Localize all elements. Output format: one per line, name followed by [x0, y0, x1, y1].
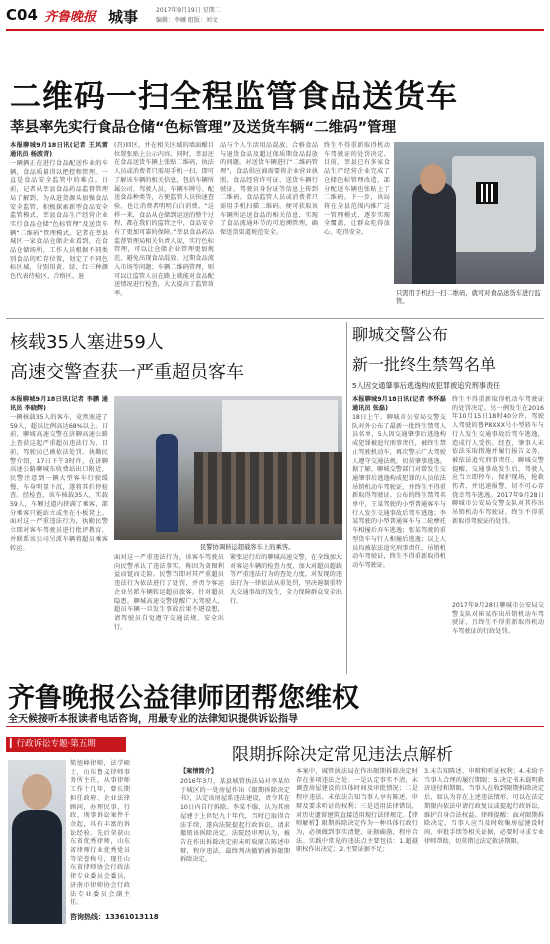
banner-subline: 全天候接听本报读者电话咨询，用最专业的法律知识提供诉讼指导	[8, 714, 298, 725]
story1-caption: 只需用手机扫一扫二维码，就可对食品送货车进行监管。	[396, 290, 541, 305]
story3-headline-2: 新一批终生禁驾名单	[352, 355, 497, 374]
section-name: 城事	[108, 8, 139, 26]
story1-subhead: 莘县率先实行食品仓储“色标管理”及送货车辆“二维码”管理	[10, 120, 397, 136]
phone-number: 13361013118	[105, 913, 159, 921]
story2-photo	[114, 396, 342, 540]
truck-shape	[452, 156, 536, 252]
story2-col1: 一辆核载35人的客车，竟然塞进了59人，超员比例高达68%以上。日前，聊城高速交警在济聊高速公路上查获这起严重超员违法行为，目前，驾驶员已被依法处罚。执勤民警介绍，17日下午3时许，在济聊高速公路聊城东收费站出口附近，民警注意到一辆大型客车行驶缓慢、车身明显下沉，遂将其拦停检查。经检查，该车核载35人，实载59人，车厢过道内挤满了乘客，部分乘客只能站立或坐在小板凳上。面对这一严重违法行为，执勤民警立即对客车驾驶员进行批评教育，并联系该公司另派车辆将超员乘客转运。	[10, 414, 108, 552]
story3-subhead: 5人因交通肇事后逃逸构成犯罪被追究刑事责任	[352, 381, 501, 390]
brand-logo: 齐鲁晚报	[44, 10, 97, 25]
vertical-divider	[346, 322, 347, 674]
story3-col2: 终生不得重新取得机动车驾驶证的处罚决定。另一例发生在2016年10月15日18时40分许，驾驶人驾驶的鲁P8XXX号小型轿车与行人发生交通事故后驾车逃逸，造成行人受伤。经查，肇事人未依法采取措施并履行报告义务，被依法追究刑事责任。聊城交警提醒，交通事故发生后，驾驶人应当立即停车，保护现场，抢救伤者，并迅速报警，切不可心存侥幸驾车逃逸。2017年9月28日聊城市公安局交警支队对其作出吊销机动车驾驶证、终生不得重新取得驾驶证的处罚。	[452, 396, 544, 525]
lawyer-head	[22, 774, 52, 810]
crowd-shape	[194, 452, 342, 524]
story1-col3: 品与个人生活用品混放、合格食品与退货食品及超过保质期食品混放的问题。对送货车辆进行“二维码管理”，食品供应商需要将企业营业执照、食品经营许可证、送货车辆行驶证、驾驶员身份证等信息上传到二维码。食品监管人员或消费者只需用手机扫描二维码，便可获取该车辆所运送食品的相关信息，实现了食品流通环节的可追溯管理，确保送货渠道规范安全。	[220, 142, 318, 237]
story1-photo	[394, 142, 544, 284]
qr-code-icon	[476, 182, 498, 204]
lawyer-suit	[12, 810, 62, 924]
phone-line	[70, 912, 166, 924]
story3-headline-1: 聊城交警公布	[352, 325, 449, 344]
editor-line: 编辑：李曦 组版：刘文	[156, 17, 218, 24]
column-col3: 3.未告知陈述、申辩和听证权利；4.未给予当事人合理的履行期限；5.决定书未载明救济途径和期限。当事人在收到限期拆除决定后，如认为存在上述违法情形，可以在法定期限内依法申请行政复议或提起行政诉讼，维护自身合法权益。律师提醒：面对限期拆除决定，当事人应当及时收集房屋建设时间、审批手续等相关证据，必要时寻求专业律师帮助，切莫错过法定救济期限。	[424, 768, 544, 845]
police-officer	[156, 434, 178, 532]
story3-col3: 2017年9月28日聊城市公安局交警支队对崔某作出吊销机动车驾驶证，且终生不得重新取得机动车驾驶证的行政处罚。	[452, 602, 544, 636]
story1-col2: (召)回区，并在相关区域的墙面醒目位置张贴上公示内容。同时，莘县还在食品送货车辆上张贴二维码，执法人员或消费者只需用手机一扫，即可了解该车辆的相关信息，包括车辆所属公司、驾驶人员、车辆车牌号、配送食品种类等，方便监管人员快速查验，也让消费者明明白白消费。“这样一来，食品从仓储到运送的整个过程，都在我们的监管之中，食品安全有了更加可靠的保障。”莘县食品药品监督管理局相关负责人说，实行色标管理，可以让仓储企业管理更加规范，避免出现食品混放、过期食品流入市场等问题；车辆二维码管理，则可以让监管人员在路上就能对食品配送情况进行检查，大大提高了监管效率。	[114, 142, 214, 297]
banner-headline: 齐鲁晚报公益律师团帮您维权	[8, 683, 359, 714]
story1-byline: 本报聊城9月18日讯(记者 王风雷 通讯员 杨波青)	[10, 142, 108, 158]
story2-byline: 本报聊城9月18日讯(记者 李鹏 通讯员 李晓辉)	[10, 396, 108, 412]
person-shape	[412, 182, 456, 284]
column-col2: 本案中，城管执法局在作出限期拆除决定时存在多项违法之处：一是认定事实不清，未调查房屋建设的具体时间及审批情况；二是程序违法，未依法告知当事人享有陈述、申辩及要求听证的权利；三是适用法律错误，对历史遗留建筑直接适用现行法律规定。【律师解析】限期拆除决定作为一种具体行政行为，必须做到事实清楚、证据确凿、程序合法。实践中常见的违法点主要包括：1.超越职权作出决定；2.主要证据不足；	[296, 768, 418, 854]
story1-col4: 终生不得重新取得机动车驾驶证的处罚决定。目前，莘县已有多家食品生产经营企业完成了仓储色标管理改造，部分配送车辆也张贴上了二维码。下一步，该局将在全县范围内推广这一管理模式，逐步实现全覆盖，让群众吃得放心、吃得安全。	[324, 142, 390, 237]
story3-col1: 18日上午，聊城市公安局交警支队对外公布了最新一批终生禁驾人员名单，5人因交通肇事后逃逸构成犯罪被追究刑事责任，被终生禁止驾驶机动车，再次警示广大驾驶人遵守交通法规，切莫肇事逃逸。据了解，聊城交警部门对曾发生交通肇事后逃逸构成犯罪的人员依法吊销机动车驾驶证，并终生不得重新取得驾驶证。公布的终生禁驾名单中，王某驾驶的小型普通客车与行人发生交通事故后驾车逃逸；李某驾驶的小型普通客车与二轮摩托车相撞后弃车逃逸；张某驾驶的重型货车与行人相撞后逃逸；以上人员均被依法追究刑事责任，吊销机动车驾驶证，终生不得重新取得机动车驾驶证。	[352, 414, 446, 569]
date-line: 2017年9月19日 星期二	[156, 7, 221, 14]
banner-rule	[6, 726, 544, 727]
story3-byline: 本报聊城9月18日讯(记者 李怀磊 通讯员 张磊)	[352, 396, 446, 412]
column-col1: 2016年3月，某县城管执法局对李某位于城区的一处房屋作出《限期拆除决定书》，认定该房屋系违法建设，责令其在10日内自行拆除。李某不服，认为其房屋建于上世纪九十年代，当时已取得合法手续，遂向法院提起行政诉讼，请求撤销该拆除决定。法院经审理认为，被告在作出拆除决定前未听取原告陈述申辩，程序违法，最终判决撤销被诉限期拆除决定。	[180, 778, 290, 864]
story2-headline-1: 核载35人塞进59人	[10, 332, 164, 353]
page-header	[6, 4, 546, 26]
case-label: 【案情简介】	[180, 768, 218, 775]
person-head	[420, 164, 446, 194]
page-number: C04	[6, 6, 38, 24]
column-tag: ▎行政诉讼专题·第五期	[6, 737, 126, 752]
header-rule	[6, 29, 544, 31]
story1-headline: 二维码一扫全程监管食品送货车	[10, 79, 458, 115]
divider-1	[6, 318, 544, 319]
phone-label: 咨询热线：	[70, 913, 105, 921]
story2-col2: 面对这一严重违法行为，该客车驾驶员向民警承认了违法事实，称因为贪图利益而铤而走险。民警当即对其严重超员违法行为依法进行了处罚，并责令客运企业另派车辆转运超员旅客。针对超员隐患，聊城高速交警提醒广大驾驶人，超员车辆一旦发生事故后果不堪设想，请驾驶员自觉遵守交通法规，安全出行。	[114, 554, 224, 631]
column-headline: 限期拆除决定常见违法点解析	[232, 745, 453, 765]
story2-col3: 紧张运行后的聊城高速交警，在全线加大对客运车辆的检查力度，加大对超员超载等严重违法行为的查处力度，对发现的违法行为一律依法从重处罚，坚决遏制重特大交通事故的发生，全力保障群众安全出行。	[230, 554, 342, 605]
lawyer-photo	[8, 760, 66, 924]
story2-headline-2: 高速交警查获一严重超员客车	[10, 362, 244, 383]
story2-caption: 民警协调转运超载客车上的乘客。	[200, 544, 295, 551]
story1-col1: 一辆辆正在进行食品配送作业的车辆，食品质量得以把控和管理。一直是食品安全监管中的难点。日前，记者从莘县食品药品监督管理局了解到，为从进货源头加强食品安全监管，积极探索新型食品安全监管模式，莘县食品生产经营企业实行食品仓储“色标管理”及送货车辆“二维码”管理模式。记者在莘县城区一家食品仓储企业看到，在食品仓储场所，工作人员根据不同类别食品的贮存位置，划定了不同色标区域，分别用黄、绿、红三种颜色代表待检区、合格区、退	[10, 160, 108, 281]
lawyer-intro: 简旭峰律师，法学硕士，山东鲁义律师事务所主任，从事律师工作十几年，曾长期担任政府、企业法律顾问，办理民事、行政、刑事诉讼案件千余起，具有丰富的诉讼经验。先后荣获山东省优秀律师，山东省律师行业优秀党员等荣誉称号，现任山东省律师协会行政法律专业委员会委员，济南市律师协会行政法专业委员会副主任。	[70, 760, 130, 907]
